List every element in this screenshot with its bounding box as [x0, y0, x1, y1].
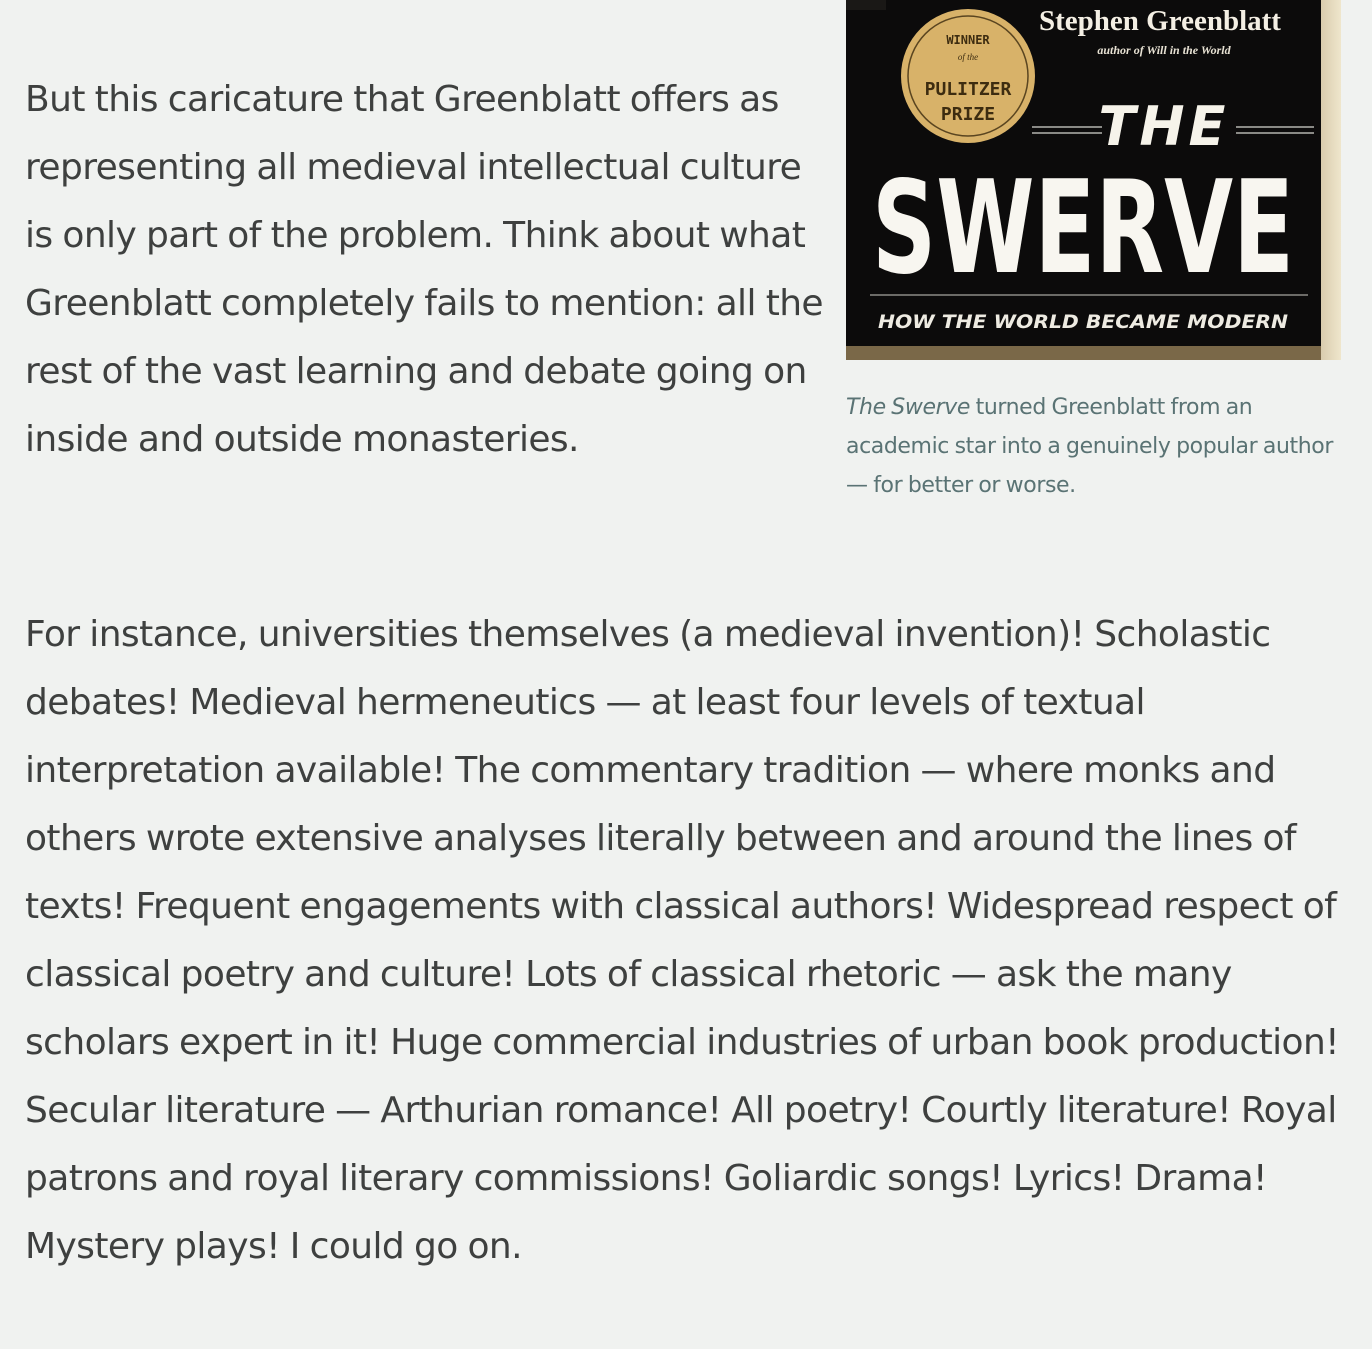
body-paragraph-2: For instance, universities themselves (a medieval invention)! Scholastic debates! Medieval hermeneutics — at least four levels of textual interpretation available! The commentary tradition — where monks and others wrote extensive analyses literally between and around the lines of texts! Frequent engagements with classical authors! Widespread respect of classical poetry and culture! Lots of classical rhetoric — ask the many scholars expert in it! Huge commercial industries of urban book production! Secular literature — Arthurian romance! All poetry! Courtly literature! Royal patrons and royal literary commissions! Goliardic songs! Lyrics! Drama! Mystery plays! I could go on.	[25, 614, 1340, 1267]
cover-bottom-edge	[846, 346, 1321, 360]
book-cover-figure	[846, 0, 1341, 505]
cover-author-note-text: author of Will in the World	[1097, 43, 1231, 57]
caption-text: turned Greenblatt from an academic star into a genuinely popular author — for better or worse.	[846, 395, 1333, 498]
book-cover-image	[846, 0, 1341, 360]
body-paragraph: But this caricature that Greenblatt offers as representing all medieval intellectual culture is only part of the problem. Think about what Greenblatt completely fails to mention: all the rest of the vast learning and debate going on inside and outside monasteries.	[25, 79, 823, 460]
book-cover-artwork	[846, 0, 1341, 360]
seal-prize-text: PRIZE	[940, 104, 996, 125]
figure-caption	[846, 388, 1341, 505]
cover-subtitle-text: HOW THE WORLD BECAME MODERN	[878, 311, 1289, 333]
cover-title-swerve-text: SWERVE	[872, 154, 1294, 303]
cover-author-text: Stephen Greenblatt	[1039, 5, 1281, 37]
seal-of-the-text: of the	[957, 52, 979, 62]
pulitzer-seal-icon	[901, 9, 1035, 143]
seal-pulitzer-text: PULITZER	[924, 79, 1012, 100]
cover-title-the-text: THE	[1098, 95, 1230, 158]
seal-winner-text: WINNER	[946, 33, 990, 47]
cover-spine-edge	[1321, 0, 1341, 360]
caption-book-title: The Swerve	[846, 395, 971, 420]
